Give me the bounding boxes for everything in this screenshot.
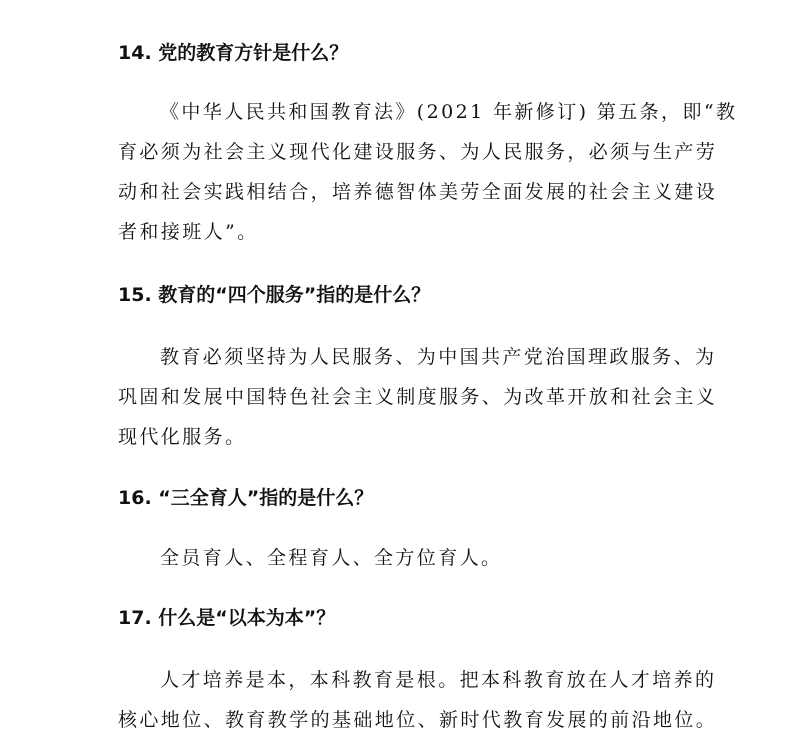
answer-paragraph [118, 92, 738, 252]
answer-line: 核心地位、教育教学的基础地位、新时代教育发展的前沿地位。 [118, 709, 718, 731]
answer-line: 全员育人、全程育人、全方位育人。 [160, 547, 503, 569]
answer-paragraph [118, 660, 718, 740]
answer-line: 《中华人民共和国教育法》(2021 年新修订) 第五条，即“教 [160, 101, 738, 123]
question-heading: 15. 教育的“四个服务”指的是什么？ [118, 284, 431, 306]
answer-line: 巩固和发展中国特色社会主义制度服务、为改革开放和社会主义 [118, 386, 718, 408]
answer-line: 动和社会实践相结合，培养德智体美劳全面发展的社会主义建设 [118, 181, 718, 203]
answer-line: 育必须为社会主义现代化建设服务、为人民服务，必须与生产劳 [118, 141, 718, 163]
question-heading: 17. 什么是“以本为本”？ [118, 607, 336, 629]
answer-paragraph [118, 337, 718, 457]
answer-line: 教育必须坚持为人民服务、为中国共产党治国理政服务、为 [160, 346, 717, 368]
question-heading: 14. 党的教育方针是什么？ [118, 42, 349, 64]
answer-line: 现代化服务。 [118, 426, 247, 448]
answer-paragraph [118, 538, 678, 578]
answer-line: 者和接班人”。 [118, 221, 259, 243]
question-heading: 16. “三全育人”指的是什么？ [118, 487, 374, 509]
answer-line: 人才培养是本，本科教育是根。把本科教育放在人才培养的 [160, 669, 717, 691]
